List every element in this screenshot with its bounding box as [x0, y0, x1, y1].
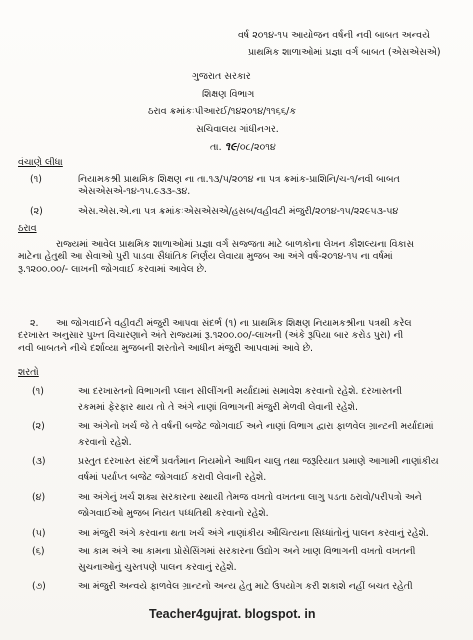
condition-number: (૪) — [32, 492, 46, 503]
read-item-text: એસએસએ-૧૪-૧૫.૯૩૩-૩૪. — [78, 186, 191, 198]
condition-item — [78, 528, 429, 540]
read-item — [78, 206, 398, 218]
condition-text: આ મંજુરી અંગે કરવાના થતા ખર્ચ અંગે નાણાંકીય ઔચિત્યના સિધ્ધાંતોનું પાલન કરવાનું રહેશે. — [78, 528, 429, 539]
condition-text: પ્રસ્તુત દરખાસ્ત સંદર્ભે પ્રવર્તમાન નિયમોને આધિન ચાલુ તથા જરૂરિયાત પ્રમાણે આગામી નાણાંકીય — [78, 456, 439, 467]
header-line-2: પ્રાથમિક શાળાઓમાં પ્રજ્ઞા વર્ગ બાબત (એસએસએ) — [248, 47, 441, 58]
place: સચિવાલય ગાંધીનગર. — [196, 124, 279, 135]
date-prefix: તા. — [210, 142, 222, 153]
conditions-heading: શરતો — [18, 367, 39, 378]
condition-item — [78, 421, 434, 450]
condition-number: (૧) — [32, 386, 44, 397]
resolution-paragraph-1 — [18, 239, 458, 276]
date-rest: /૦૮/૨૦૧૪ — [236, 142, 276, 153]
paragraph-number: ૨. — [30, 318, 39, 329]
department-name: શિક્ષણ વિભાગ — [202, 89, 255, 100]
condition-item — [78, 581, 413, 593]
read-item-text: એસ.એસ.એ.ના પત્ર ક્રમાંકઃએસએસએ/હસબ/વહીવટી મંજુરી/૨૦૧૪-૧૫/૨૨૯૫૩-૫૪ — [78, 206, 399, 217]
condition-text: આ અંગેનો ખર્ચ જે તે વર્ષની બજેટ જોગવાઈ અને નાણાં વિભાગ દ્વારા ફાળવેલ ગ્રાન્ટની મર્યાદામાં — [78, 421, 434, 432]
resolution-heading: ઠરાવ — [18, 223, 37, 234]
condition-number: (૫) — [32, 528, 46, 539]
blog-watermark: Teacher4gujrat. blogspot. in — [149, 607, 316, 621]
condition-text: વર્ષમાં પર્યાપ્ત બજેટ જોગવાઈ કરાવી લેવાની રહેશે. — [78, 472, 267, 484]
condition-text: આ મંજુરી અન્વયે ફાળવેલ ગ્રાન્ટનો અન્ય હેતુ માટે ઉપયોગ કરી શકાશે નહીં બચત રહેતી — [78, 581, 413, 592]
condition-item — [78, 492, 422, 521]
condition-number: (૩) — [32, 456, 46, 467]
paragraph-line: આ જોગવાઈને વહીવટી મંજુરી આપવા સંદર્ભ (૧) ના પ્રાથમિક શિક્ષણ નિયામકશ્રીના પત્રથી કરેલ — [56, 318, 412, 329]
condition-text: આ કામ અંગે આ કામના પ્રોસેસિંગમાં સરકારના ઉદ્યોગ અને ખાણ વિભાગની વખતો વખતની — [78, 546, 416, 557]
read-item-text: નિયામકશ્રી પ્રાથમિક શિક્ષણ ના તા.૧૩/૫/૨૦૧૪ ના પત્ર ક્રમાંક-પ્રાશિનિ/ચ-૧/નવી બાબત — [78, 174, 400, 185]
paragraph-line: રૂ.૧૨૦૦.૦૦/- લાખની જોગવાઈ કરવામાં આવેલ છે. — [18, 263, 207, 275]
paragraph-line: માટેના હેતુથી આ સેવાઓ પુરી પાડવા સૈધાંતિક નિર્ણય લેવાયા મુજબ આ અંગે વર્ષ-૨૦૧૪-૧૫ ના વર્ષમાં — [18, 251, 393, 263]
condition-number: (૨) — [32, 421, 45, 432]
condition-item — [78, 386, 402, 415]
read-item-number: (૧) — [30, 174, 42, 185]
header-line-1: વર્ષ ૨૦૧૪-૧૫ આયોજન વર્ષની નવી બાબત અન્વયે — [238, 30, 430, 41]
condition-item — [78, 456, 439, 485]
government-name: ગુજરાત સરકાર — [192, 71, 251, 82]
condition-text: જોગવાઈઓ મુજબ નિયત પધ્ધતિથી કરવાનો રહેશે. — [78, 508, 269, 520]
condition-item — [78, 546, 415, 575]
resolution-number: ઠરાવ ક્રમાંકઃપીઆરઈ/૧૪૨૦૧૪/૧૧૬૬/ક — [148, 106, 297, 117]
read-item-number: (૨) — [30, 206, 43, 217]
condition-text: આ દરખાસ્તનો વિભાગની પ્લાન સીલીંગની મર્યાદામાં સમાવેશ કરવાનો રહેશે. દરખાસ્તની — [78, 386, 403, 397]
condition-number: (૭) — [32, 581, 46, 592]
condition-text: રકમમાં ફેરફાર થાય તો તે અંગે નાણાં વિભાગની મંજુરી મેળવી લેવાની રહેશે. — [78, 402, 358, 414]
resolution-date — [210, 141, 276, 154]
paragraph-line: નવી બાબતને નીચે દર્શાવ્યા મુજબની શરતોને આધીન મંજુરી આપવામાં આવે છે. — [18, 342, 313, 354]
read-item — [78, 174, 400, 199]
condition-text: આ અંગેનું ખર્ચ શક્ય સરકારના સ્થાયી તેમજ વખતો વખતના લાગુ પડતા ઠરાવો/પરીપત્રો અને — [78, 492, 422, 503]
condition-text: સુચનાઓનું ચુસ્તપણે પાલન કરવાનું રહેશે. — [78, 562, 237, 574]
resolution-paragraph-2 — [18, 318, 458, 355]
date-handwritten-day: ૧૯ — [224, 140, 237, 153]
read-heading: વંચાણે લીધા — [18, 157, 63, 168]
condition-number: (૬) — [32, 546, 45, 557]
paragraph-line: રાજ્યમાં આવેલ પ્રાથમિક શાળાઓમાં પ્રજ્ઞા વર્ગ સજ્જતા માટે બાળકોના લેખન કૌશલ્યના વિકાસ — [56, 239, 414, 250]
paragraph-line: દરખાસ્ત અનુસાર પુખ્ત વિચારણાને અંતે રાજ્યમાં રૂ.૧૨૦૦.૦૦/-લાખની (અંકે રૂપિયા બાર કરોડ પુરા) ની — [18, 330, 404, 342]
condition-text: કરવાનો રહેશે. — [78, 437, 132, 449]
